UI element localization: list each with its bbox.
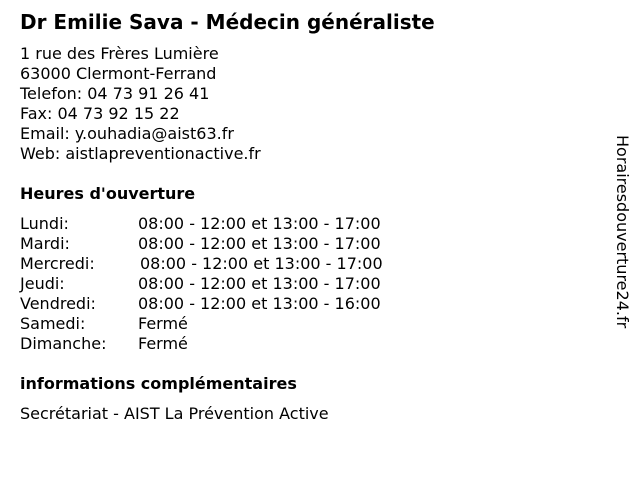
day-label: Mercredi: — [20, 254, 95, 273]
time-value: 08:00 - 12:00 et 13:00 - 17:00 — [138, 214, 381, 233]
site-watermark: Horairesdouverture24.fr — [613, 135, 632, 329]
address-block — [20, 44, 261, 164]
email-address: Email: y.ouhadia@aist63.fr — [20, 124, 234, 143]
day-label: Samedi: — [20, 314, 86, 333]
opening-hours-heading: Heures d'ouverture — [20, 184, 196, 203]
time-value: Fermé — [138, 314, 188, 333]
page-title: Dr Emilie Sava - Médecin généraliste — [20, 10, 435, 34]
fax-number: Fax: 04 73 92 15 22 — [20, 104, 180, 123]
day-label: Jeudi: — [20, 274, 65, 293]
phone-number: Telefon: 04 73 91 26 41 — [20, 84, 210, 103]
additional-info-text: Secrétariat - AIST La Prévention Active — [20, 404, 329, 423]
time-value: 08:00 - 12:00 et 13:00 - 16:00 — [138, 294, 381, 313]
hours-row-samedi — [20, 314, 383, 334]
day-label: Lundi: — [20, 214, 69, 233]
opening-hours-list — [20, 214, 383, 354]
hours-row-mercredi — [20, 254, 383, 274]
day-label: Vendredi: — [20, 294, 96, 313]
additional-info-heading: informations complémentaires — [20, 374, 297, 393]
time-value: 08:00 - 12:00 et 13:00 - 17:00 — [138, 234, 381, 253]
time-value: 08:00 - 12:00 et 13:00 - 17:00 — [138, 274, 381, 293]
hours-row-jeudi — [20, 274, 383, 294]
hours-row-vendredi — [20, 294, 383, 314]
time-value: 08:00 - 12:00 et 13:00 - 17:00 — [140, 254, 383, 273]
hours-row-lundi — [20, 214, 383, 234]
street-address: 1 rue des Frères Lumière — [20, 44, 219, 63]
day-label: Dimanche: — [20, 334, 107, 353]
city-address: 63000 Clermont-Ferrand — [20, 64, 217, 83]
hours-row-dimanche — [20, 334, 383, 354]
hours-row-mardi — [20, 234, 383, 254]
website-address: Web: aistlapreventionactive.fr — [20, 144, 261, 163]
day-label: Mardi: — [20, 234, 70, 253]
time-value: Fermé — [138, 334, 188, 353]
